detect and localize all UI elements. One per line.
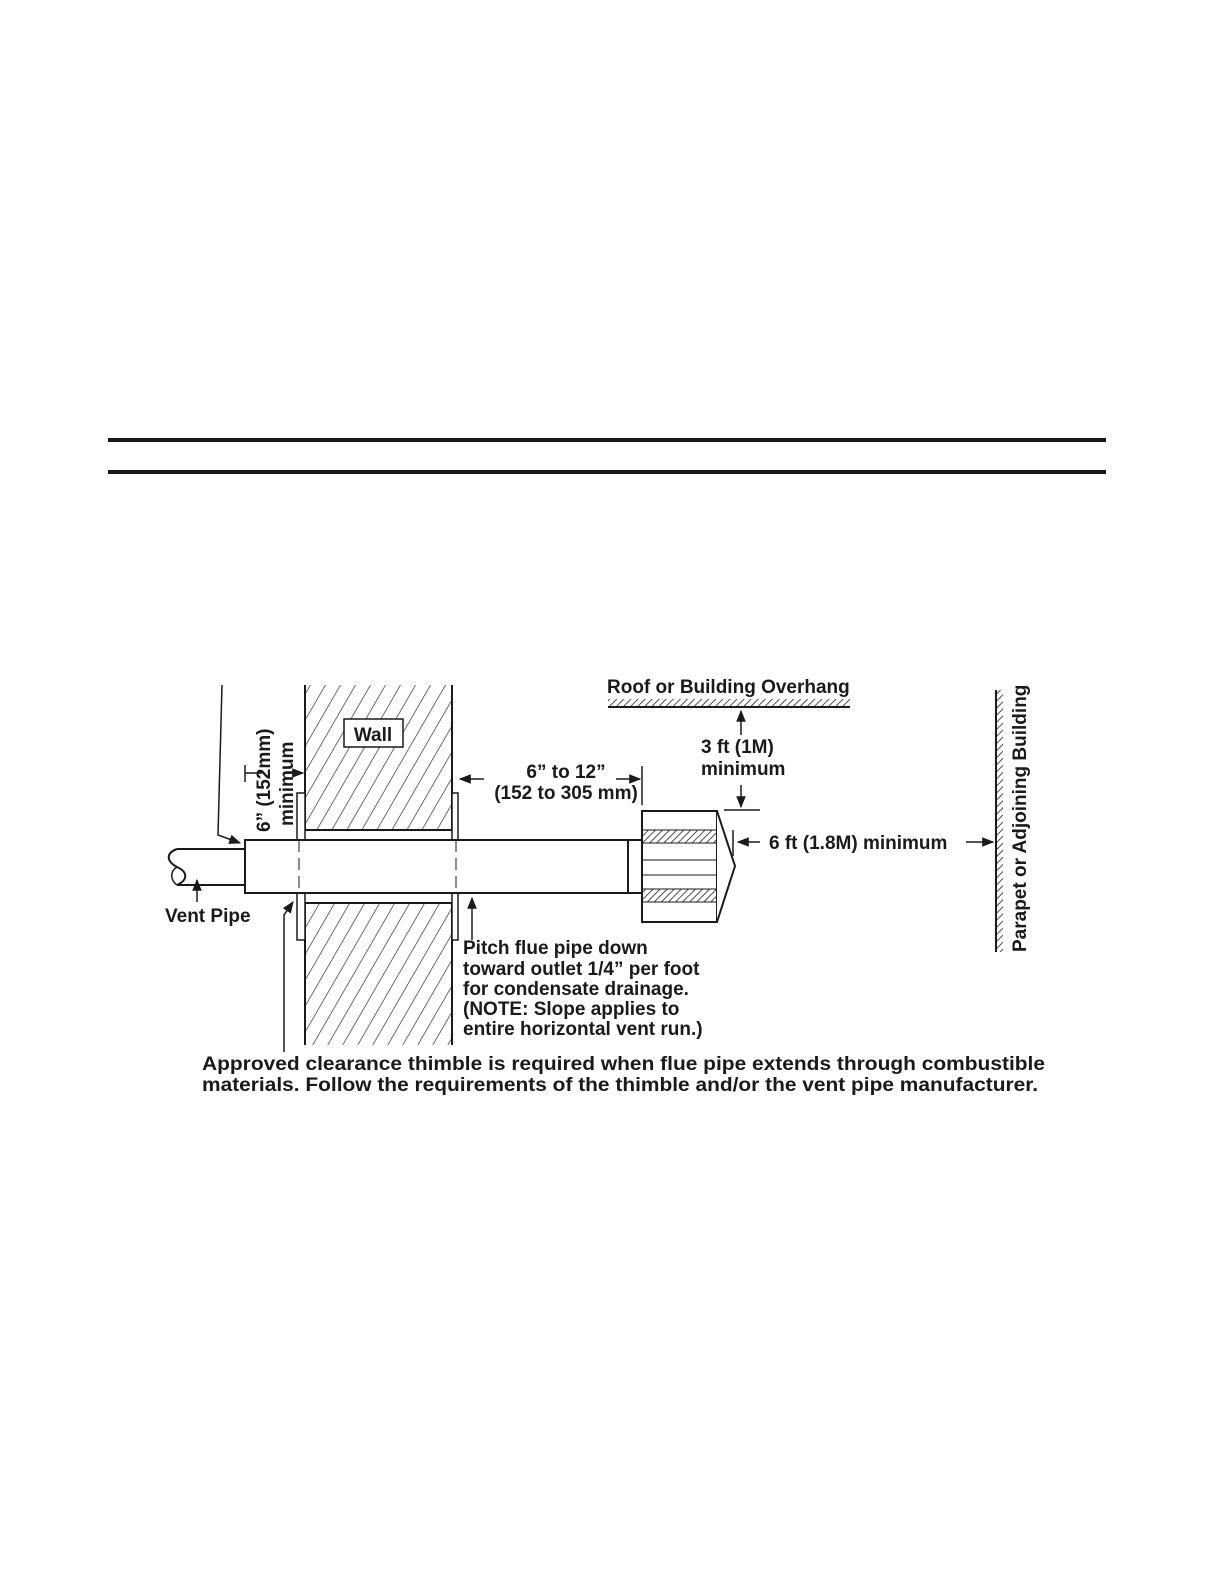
roof-overhang-label: Roof or Building Overhang	[607, 677, 850, 698]
pitch-note-line-1: Pitch flue pipe down	[463, 938, 648, 959]
pitch-note-line-5: entire horizontal vent run.)	[463, 1019, 703, 1040]
vent-pipe-label: Vent Pipe	[165, 906, 251, 927]
wall-label: Wall	[353, 725, 393, 746]
pitch-note-line-3: for condensate drainage.	[463, 979, 689, 1000]
projection-label-1: 6” to 12”	[526, 762, 606, 783]
wall-lower	[305, 903, 452, 1045]
caption-line-1: Approved clearance thimble is required when flue pipe extends through combustible	[202, 1054, 1045, 1075]
thimble-clearance-label-2: minimum	[277, 741, 298, 826]
overhang-clearance-label-1: 3 ft (1M)	[701, 737, 774, 758]
parapet-clearance-label: 6 ft (1.8M) minimum	[769, 833, 948, 854]
pitch-note-line-4: (NOTE: Slope applies to	[463, 999, 680, 1020]
thimble-leader	[284, 902, 293, 1052]
projection-label-2: (152 to 305 mm)	[494, 783, 638, 804]
roof-overhang	[608, 699, 850, 707]
vent-pipe-stub	[169, 849, 245, 885]
thimble-clearance-label-1: 6” (152mm)	[254, 728, 275, 832]
overhang-clearance-label-2: minimum	[701, 759, 786, 780]
vent-terminal	[642, 811, 735, 922]
parapet-wall	[996, 690, 1003, 952]
parapet-label: Parapet or Adjoining Building	[1010, 684, 1031, 952]
wall-upper	[305, 685, 452, 830]
caption-line-2: materials. Follow the requirements of the thimble and/or the vent pipe manufacturer.	[202, 1075, 1038, 1096]
pitch-note-line-2: toward outlet 1/4” per foot	[463, 959, 700, 980]
flue-pipe	[245, 840, 642, 893]
